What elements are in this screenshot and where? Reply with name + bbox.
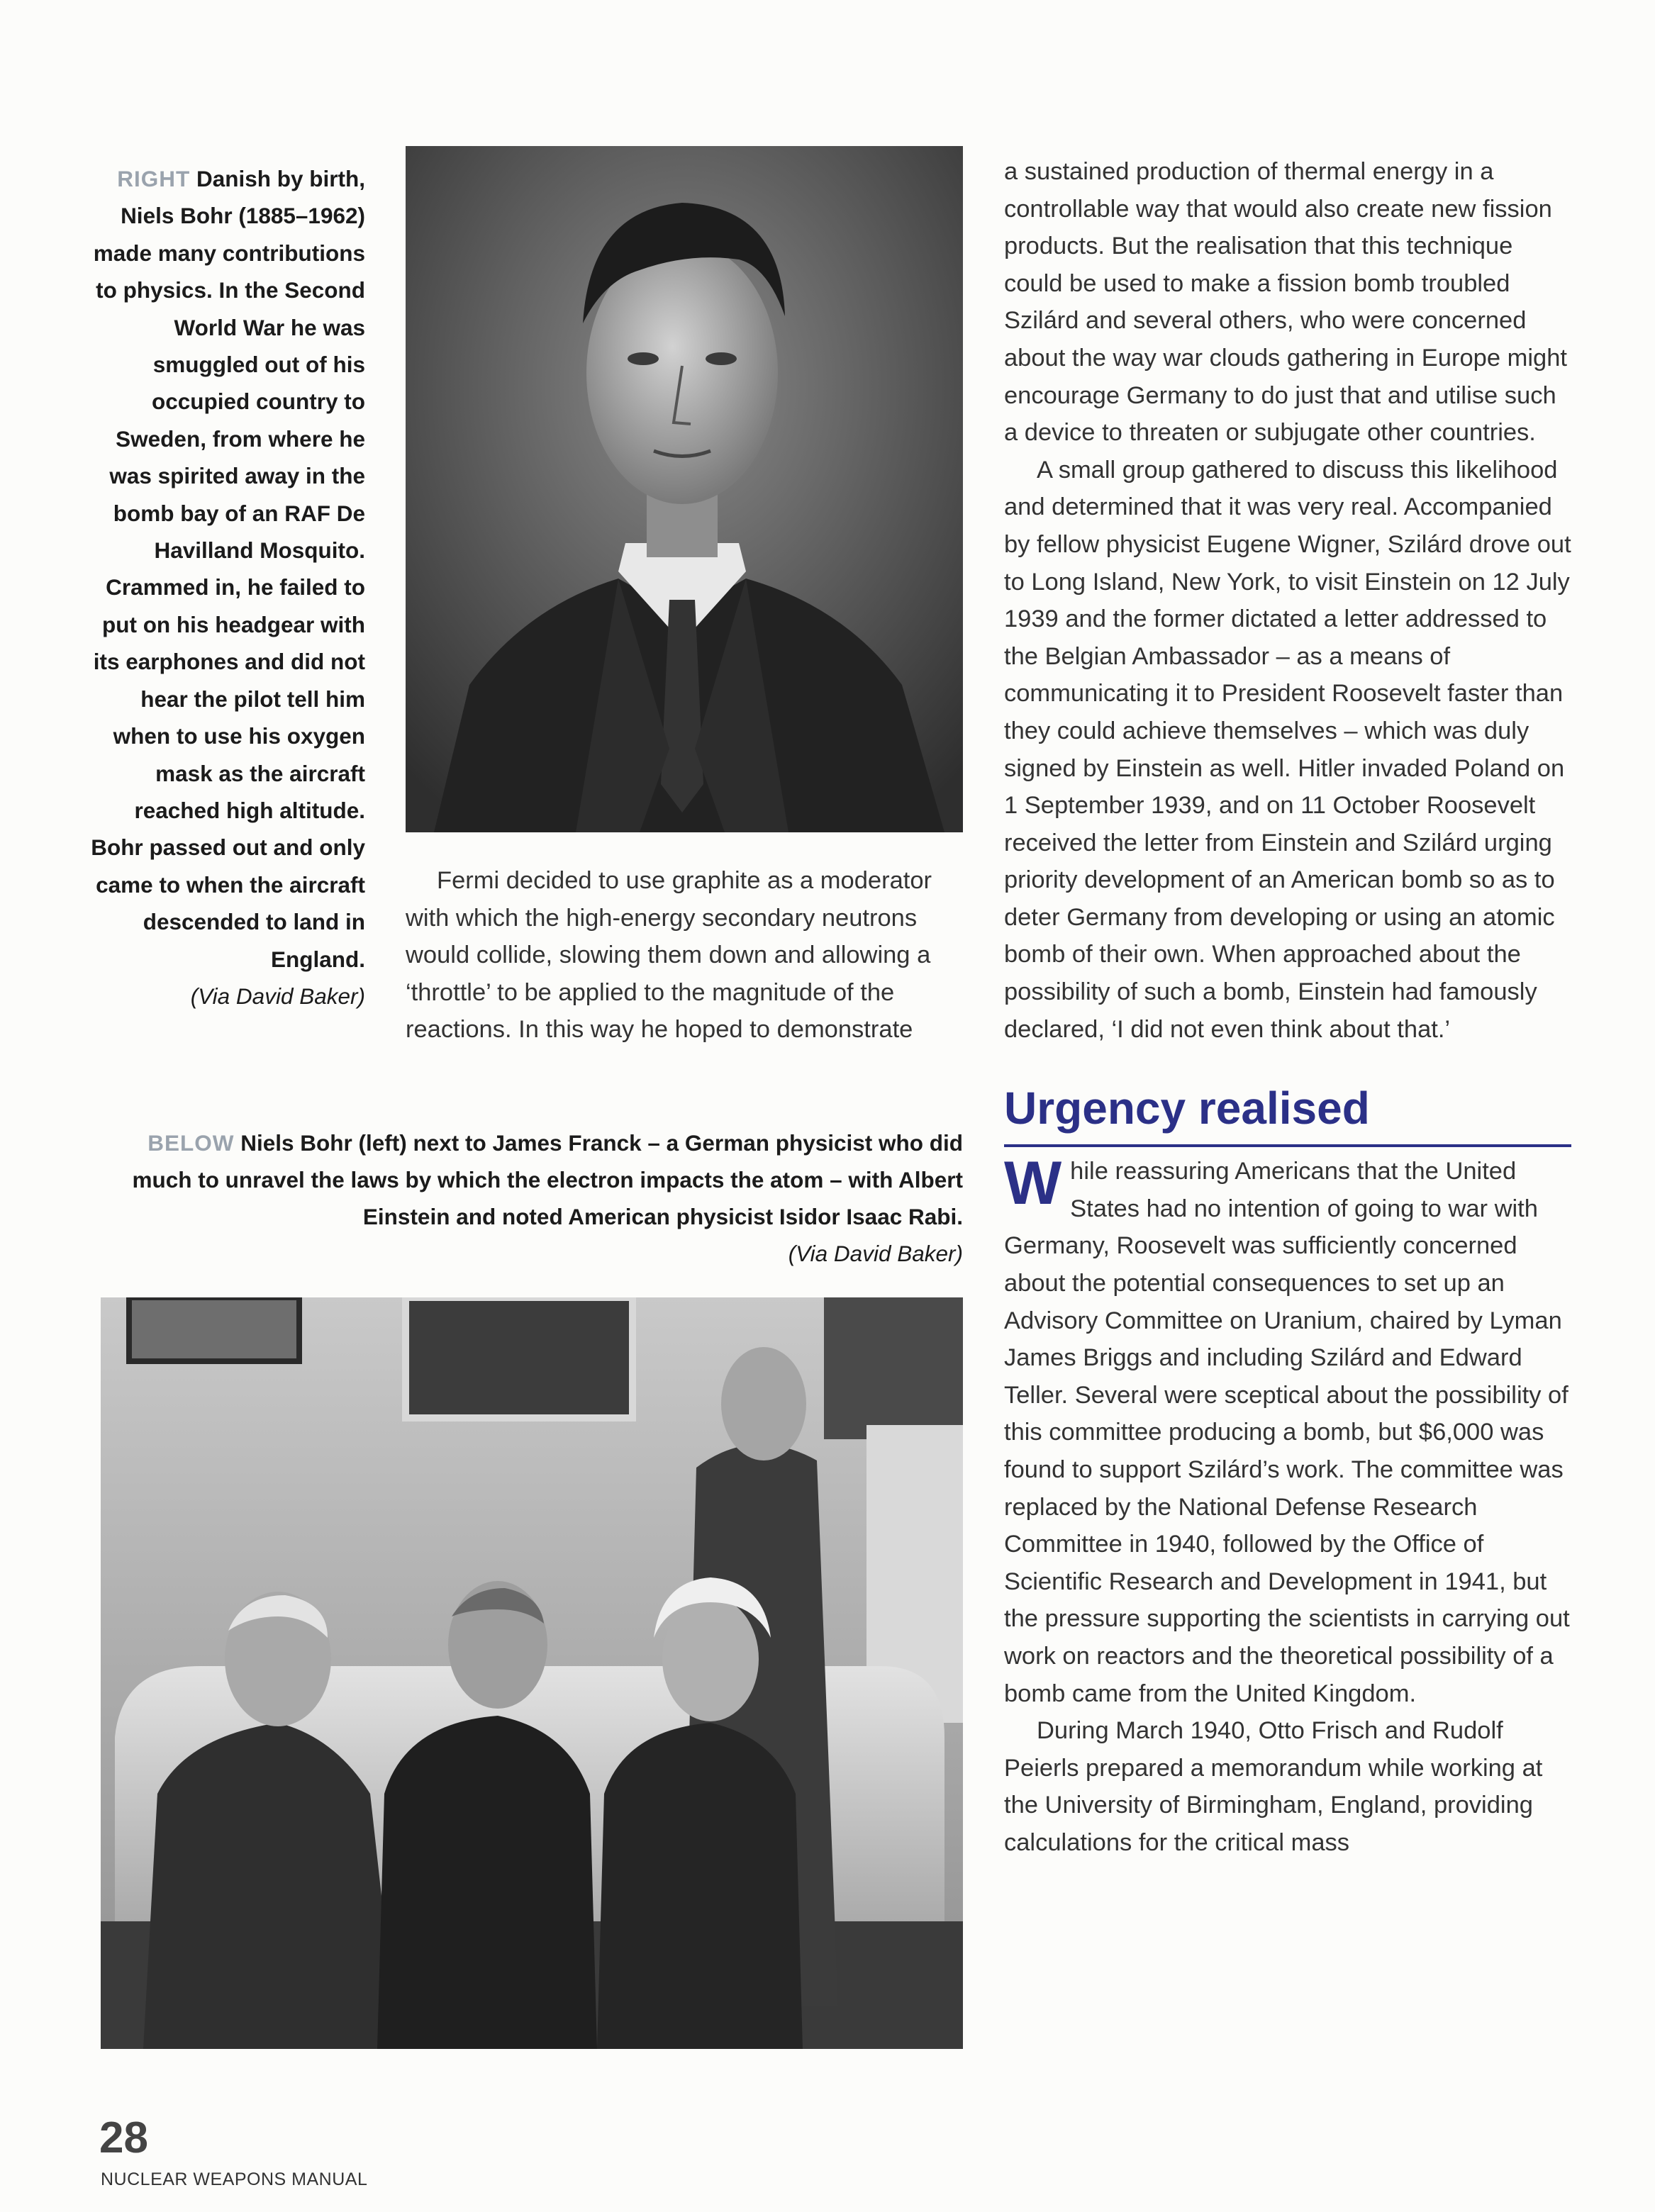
page-number: 28 <box>99 2113 148 2162</box>
caption-text: Niels Bohr (left) next to James Franck – a German physicist who did much to unravel the laws by which the electron impacts the atom – with Albert Einstein and noted American physicist Isidor Isaac Rabi. <box>132 1130 963 1229</box>
paragraph-with-dropcap <box>1004 1149 1571 1712</box>
section-body <box>1004 1149 1571 1861</box>
paragraph: Fermi decided to use graphite as a moderator with which the high-energy secondary neutrons would collide, slowing them down and allowing a ‘throttle’ to be applied to the magnitude of the reactions. In this way he hoped to demonstrate <box>406 867 932 1043</box>
photo-credit: (Via David Baker) <box>190 983 365 1009</box>
body-text-middle <box>406 862 973 1049</box>
bohr-portrait-photo <box>406 146 963 832</box>
caption-right <box>85 160 365 1015</box>
caption-text: Danish by birth, Niels Bohr (1885–1962) made many contributions to physics. In the Second World War he was smuggled out of his occupied country to Sweden, from where he was spirited away in the bomb bay of an RAF De Havilland Mosquito. Crammed in, he failed to put on his headgear with its earphones and did not hear the pilot tell him when to use his oxygen mask as the aircraft reached high altitude. Bohr passed out and only came to when the aircraft descended to land in England. <box>91 166 365 972</box>
group-image <box>101 1297 963 2049</box>
paragraph: a sustained production of thermal energy in a controllable way that would also create new fission products. But the realisation that this technique could be used to make a fission bomb troubled Szilárd and several others, who were concerned about the way war clouds gathering in Europe might encourage Germany to do just that and utilise such a device to threaten or subjugate other countries. <box>1004 158 1567 447</box>
section-heading: Urgency realised <box>1004 1080 1571 1147</box>
caption-kicker: BELOW <box>147 1130 235 1156</box>
caption-kicker: RIGHT <box>117 166 191 191</box>
portrait-image <box>406 146 963 832</box>
paragraph: A small group gathered to discuss this likelihood and determined that it was very real. Accompanied by fellow physicist Eugene Wigner, Szilárd drove out to Long Island, New York, to visit Einstein on 12 July 1939 and the former dictated a letter addressed to the Belgian Ambassador – as a means of communicating it to President Roosevelt faster than they could achieve themselves – which was duly signed by Einstein as well. Hitler invaded Poland on 1 September 1939, and on 11 October Roosevelt received the letter from Einstein and Szilárd urging priority development of an American bomb so as to deter Germany from developing or using an atomic bomb of their own. When approached about the possibility of such a bomb, Einstein had famously declared, ‘I did not even think about that.’ <box>1004 456 1571 1043</box>
drop-cap: W <box>1004 1149 1062 1218</box>
paragraph: During March 1940, Otto Frisch and Rudolf Peierls prepared a memorandum while working at the University of Birmingham, England, providing calculations for the critical mass <box>1004 1717 1543 1856</box>
publication-title: NUCLEAR WEAPONS MANUAL <box>101 2169 368 2189</box>
caption-below <box>99 1124 963 1272</box>
body-text-right-column <box>1004 153 1571 1862</box>
group-photo <box>101 1297 963 2049</box>
paragraph-text: hile reassuring Americans that the United States had no intention of going to war with Germany, Roosevelt was sufficiently concerned about the potential consequences to set up an Advisory Committee on Uranium, chaired by Lyman James Briggs and including Szilárd and Edward Teller. Several were sceptical about the possibility of this committee producing a bomb, but $6,000 was found to support Szilárd’s work. The committee was replaced by the National Defense Research Committee in 1940, followed by the Office of Scientific Research and Development in 1941, but the pressure supporting the scientists in carrying out work on reactors and the theoretical possibility of a bomb came from the United Kingdom. <box>1004 1158 1570 1707</box>
photo-credit: (Via David Baker) <box>788 1241 963 1266</box>
